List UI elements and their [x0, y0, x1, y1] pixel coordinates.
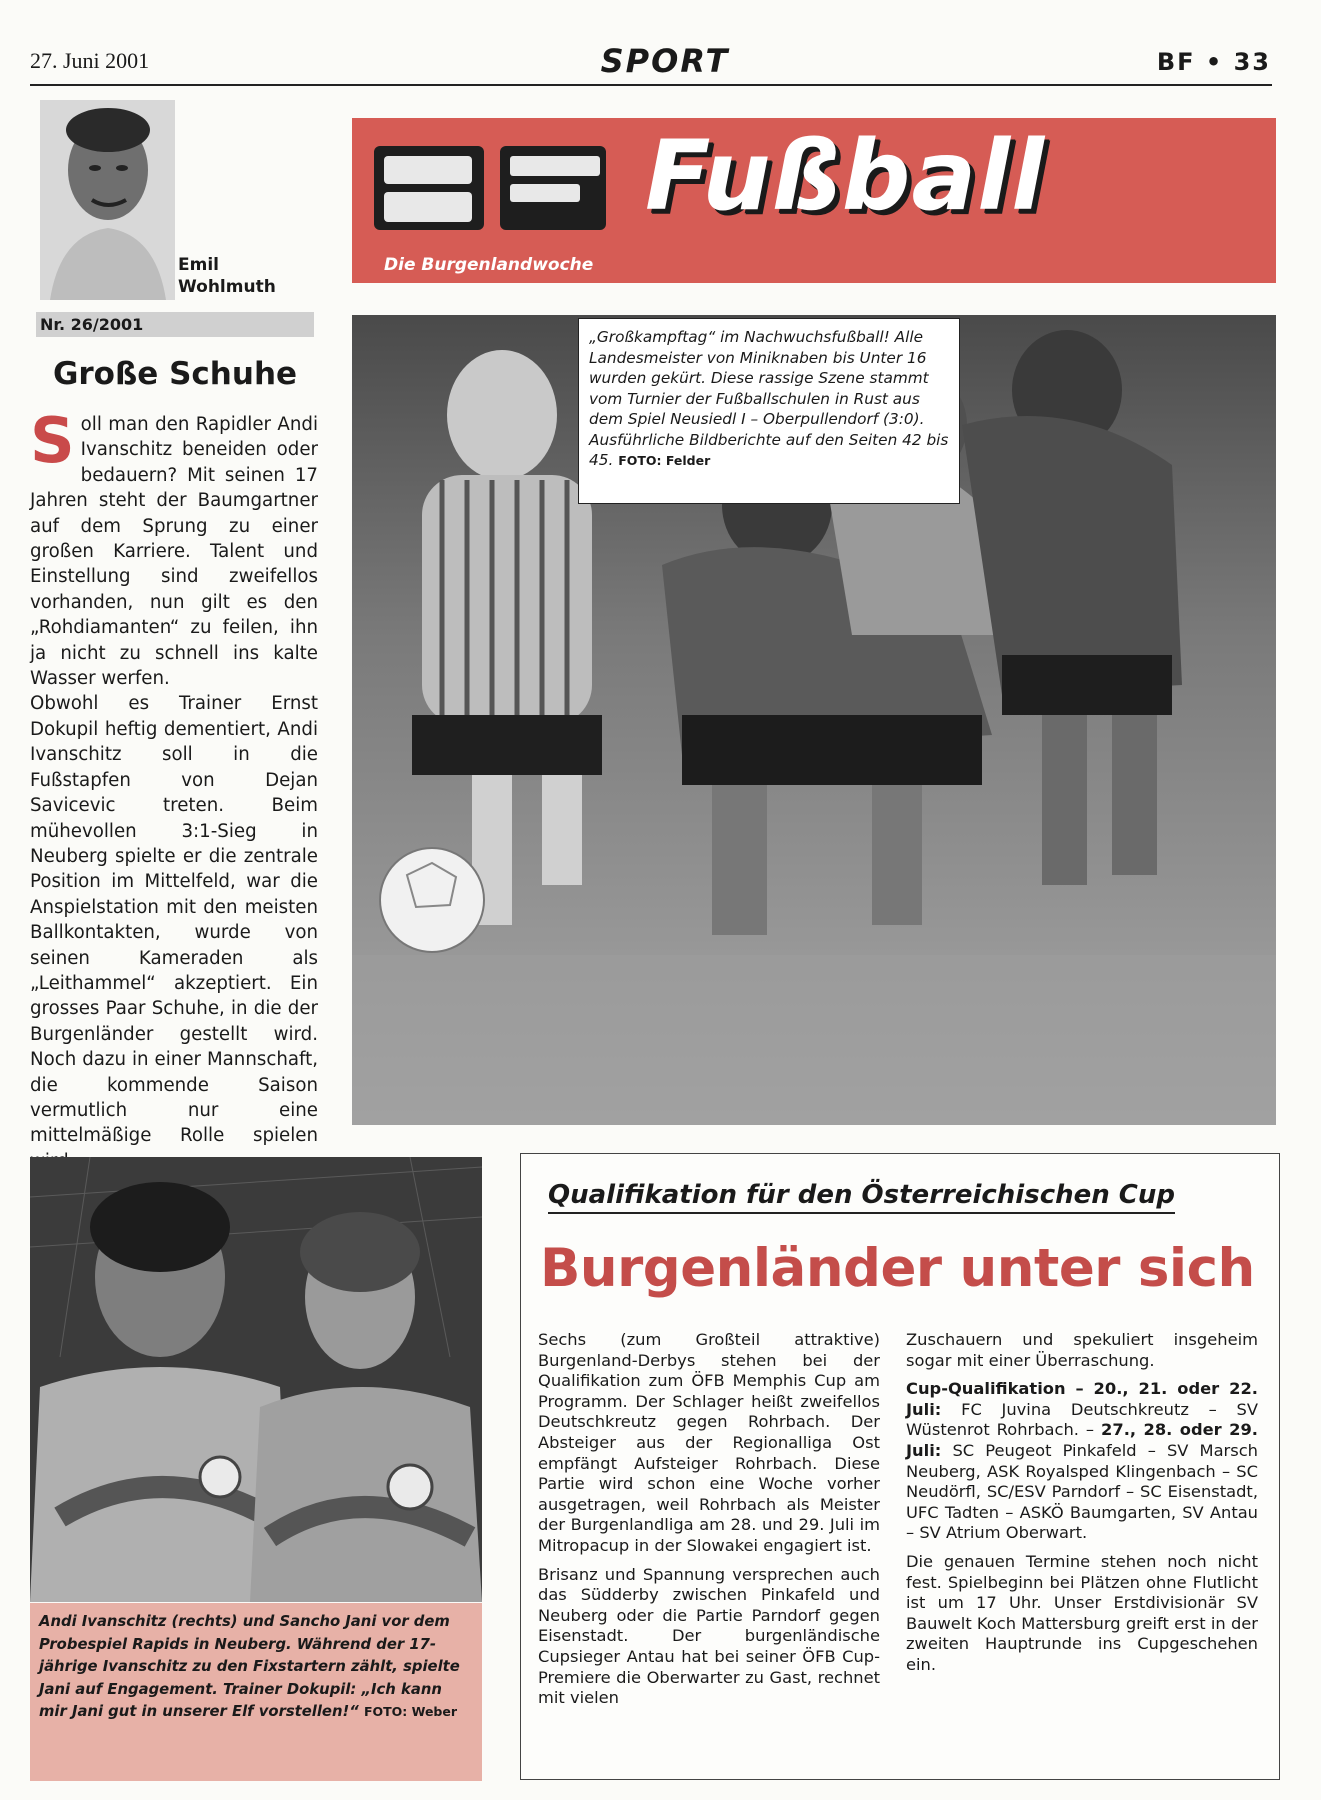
- article-paragraph-2: Brisanz und Spannung versprechen auch das Südderby zwischen Pinkafeld und Neuberg oder die Partie Parndorf gegen Eisenstadt. Der burgenländische Cupsieger Antau hat bei seiner ÖFB Cup-Premiere die Oberwarter zu Gast, rechnet mit vielen: [538, 1564, 880, 1708]
- two-players-illustration: [30, 1157, 482, 1602]
- main-photo-caption: [578, 318, 960, 504]
- article-headline: Burgenländer unter sich: [540, 1238, 1255, 1299]
- cup-date-label-2: 27., 28. oder 29. Juli:: [906, 1420, 1258, 1460]
- cup-date-label-1: Cup-Qualifikation – 20., 21. oder 22. Juli:: [906, 1379, 1258, 1419]
- header-date: 27. Juni 2001: [30, 48, 150, 73]
- issue-number: Nr. 26/2001: [40, 315, 144, 334]
- article-paragraph-1: Sechs (zum Großteil attraktive) Burgenland-Derbys stehen bei der Qualifikation zum ÖFB Memphis Cup am Programm. Der Schlager heißt zweifellos Deutschkreutz gegen Rohrbach. Der Absteiger aus der Regionalliga Ost empfängt Aufsteiger Rohrbach. Diese Partie wird schon eine Woche vorher ausgetragen, weil Rohrbach als Meister der Burgenlandliga am 28. und 29. Juli im Mitropacup in der Slowakei engagiert ist.: [538, 1330, 880, 1555]
- players-photo-caption: [30, 1603, 482, 1781]
- main-photo-credit: FOTO: Felder: [618, 453, 711, 468]
- masthead-subtitle: Die Burgenlandwoche: [384, 255, 594, 275]
- author-portrait-illustration: [40, 100, 175, 300]
- cup-fixtures-2: SC Peugeot Pinkafeld – SV Marsch Neuberg, ASK Royalsped Klingenbach – SC Neudörfl, SC/ESV Parndorf – SC Eisenstadt, UFC Tadten – ASKÖ Baumgarten, SV Antau – SV Atrium Oberwart.: [906, 1440, 1258, 1543]
- header-page-number: BF • 33: [1156, 48, 1271, 76]
- column-body: [30, 404, 318, 1174]
- column-title: Große Schuhe: [52, 356, 298, 392]
- author-name: Emil Wohlmuth: [178, 255, 276, 297]
- header-section: SPORT: [600, 42, 730, 80]
- players-photo: [30, 1157, 482, 1602]
- article-paragraph-4: Die genauen Termine stehen noch nicht fest. Spielbeginn bei Plätzen ohne Flutlicht ist um 17 Uhr. Unser Erstdivisionär SV Bauwelt Koch Mattersburg greift erst in der zweiten Hauptrunde ins Cupgeschehen ein.: [906, 1551, 1258, 1674]
- article-kicker: Qualifikation für den Österreichischen Cup: [548, 1180, 1175, 1214]
- bf-logo: [370, 140, 610, 235]
- header-rule: [30, 84, 1272, 86]
- column-paragraph-1: oll man den Rapidler Andi Ivanschitz beneiden oder bedauern? Mit seinen 17 Jahren steht der Baumgartner auf dem Sprung zu einer großen Karriere. Talent und Einstellung sind zweifellos vorhanden, nun gilt es den „Rohdiamanten“ zu feilen, ihn ja nicht zu schnell ins kalte Wasser werfen.: [30, 414, 318, 690]
- column-paragraph-2: Obwohl es Trainer Ernst Dokupil heftig dementiert, Andi Ivanschitz soll in die Fußstapfen von Dejan Savicevic treten. Beim mühevollen 3:1-Sieg in Neuberg spielte er die zentrale Position im Mittelfeld, war die Anspielstation mit den meisten Ballkontakten, wurde von seinen Kameraden als „Leithammel“ akzeptiert. Ein grosses Paar Schuhe, in die der Burgenländer gestellt wird. Noch dazu in einer Mannschaft, die kommende Saison vermutlich nur eine mittelmäßige Rolle spielen: [30, 693, 318, 1147]
- main-caption-text: „Großkampftag“ im Nachwuchsfußball! Alle Landesmeister von Miniknaben bis Unter 16 wurden gekürt. Diese rassige Szene stammt vom Turnier der Fußballschulen in Rust aus dem Spiel Neusiedl I – Oberpullendorf (3:0). Ausführliche Bildberichte auf den Seiten 42 bis 45.: [589, 328, 949, 469]
- masthead-title: Fußball: [645, 120, 1046, 232]
- players-photo-credit: FOTO: Weber: [363, 1704, 458, 1719]
- article-column-1: [538, 1330, 880, 1717]
- article-paragraph-3: Zuschauern und spekuliert insgeheim sogar mit einer Überraschung.: [906, 1330, 1258, 1370]
- cup-fixtures-1: FC Juvina Deutschkreutz – SV Wüstenrot Rohrbach. –: [906, 1399, 1258, 1440]
- dropcap-letter: S: [30, 404, 75, 477]
- article-column-2: [906, 1330, 1258, 1684]
- author-photo: [40, 100, 175, 300]
- cup-schedule: [906, 1379, 1258, 1544]
- players-caption-text: Andi Ivanschitz (rechts) und Sancho Jani vor dem Probespiel Rapids in Neuberg. Während der 17-jährige Ivanschitz zu den Fixstartern zählt, spielte Jani auf Engagement. Trainer Dokupil: „Ich kann mir Jani gut in unserer Elf vorstellen!“: [39, 1613, 460, 1720]
